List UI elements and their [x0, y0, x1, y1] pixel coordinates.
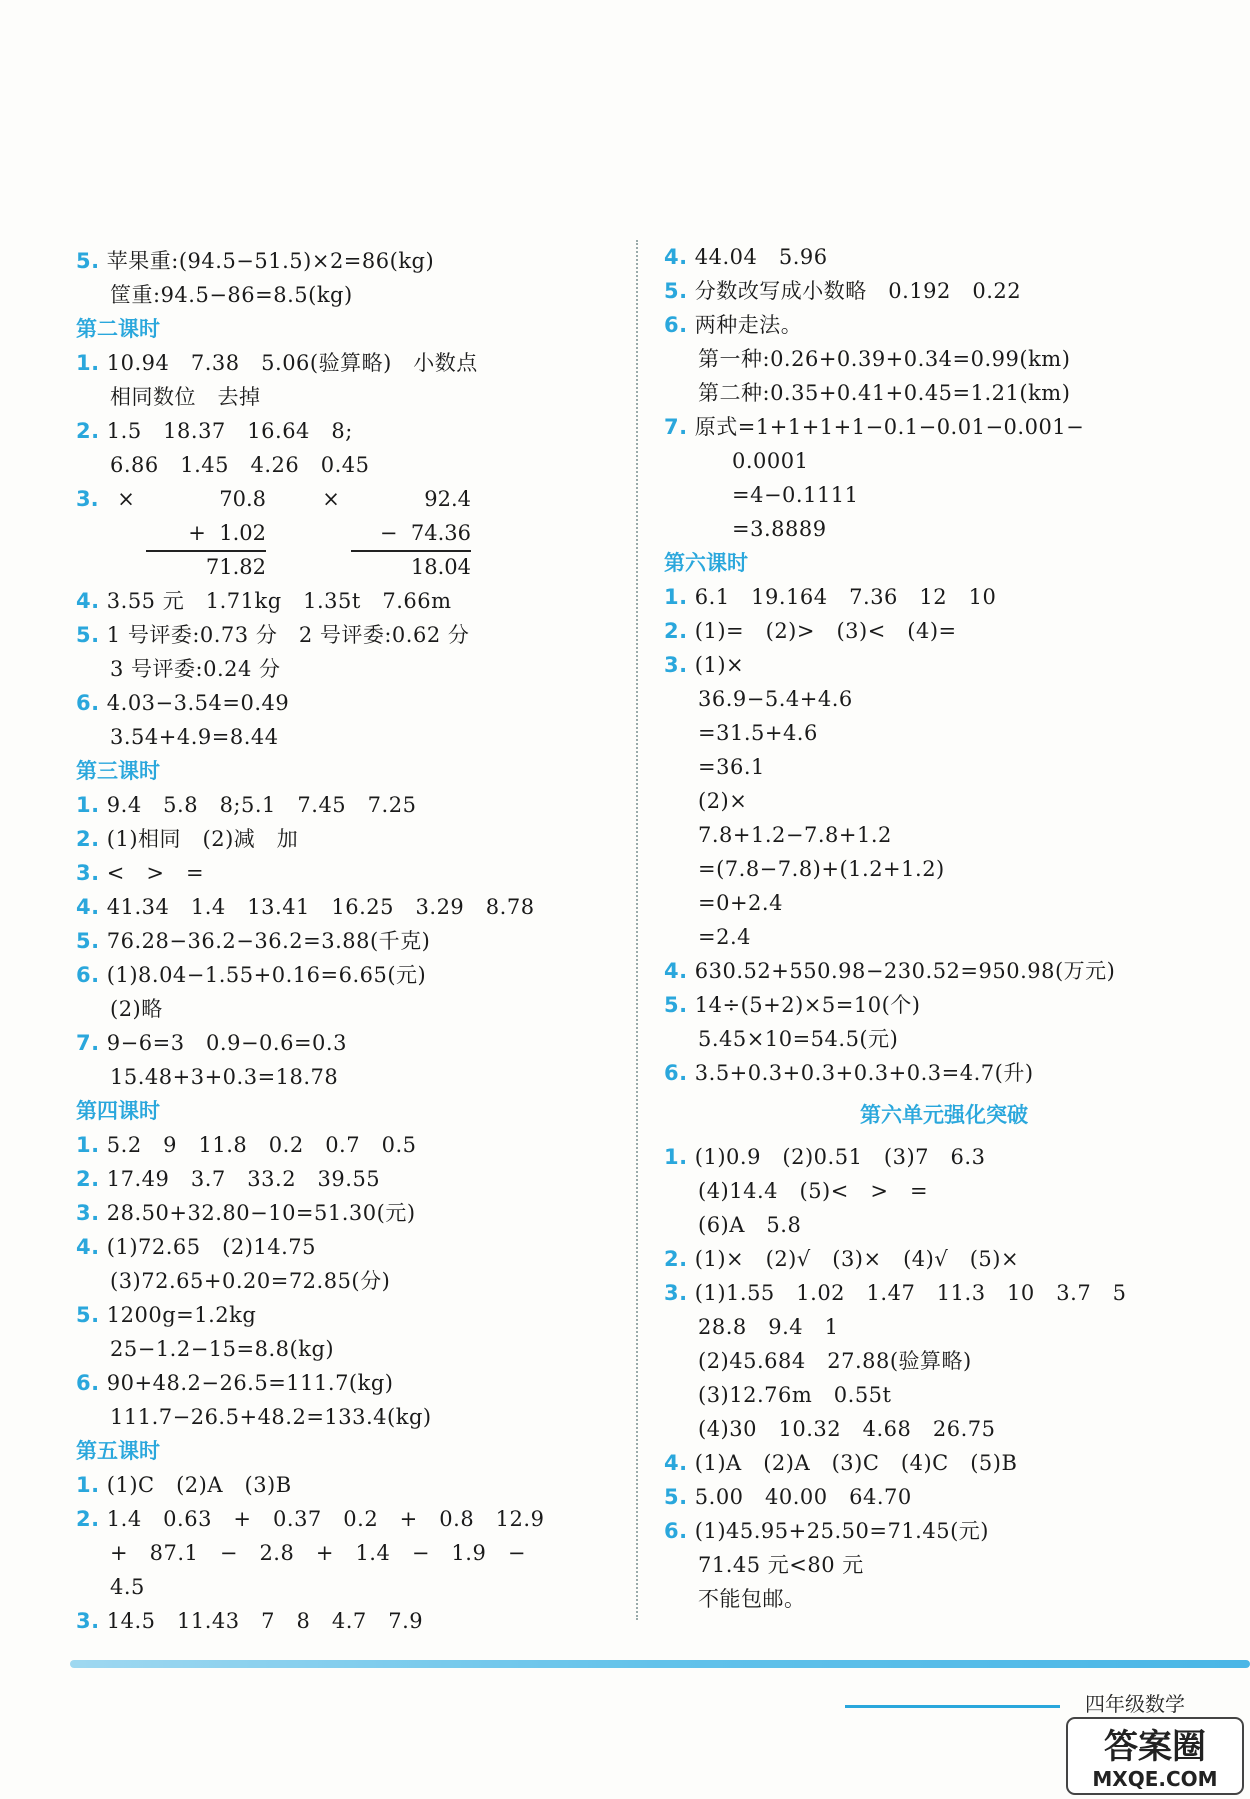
answer-line: 2. 1.4 0.63 + 0.37 0.2 + 0.8 12.9	[76, 1507, 545, 1531]
column-divider	[636, 240, 638, 1620]
answer-line: 1. (1)0.9 (2)0.51 (3)7 6.3	[664, 1145, 986, 1169]
svg-text:答案圈: 答案圈	[1104, 1727, 1206, 1767]
answer-line: =31.5+4.6	[698, 721, 818, 745]
answer-line: 71.45 元<80 元	[698, 1553, 864, 1577]
answer-line: 5. 14÷(5+2)×5=10(个)	[664, 993, 921, 1017]
answer-line: =2.4	[698, 925, 751, 949]
answer-line: 7. 原式=1+1+1+1−0.1−0.01−0.001−	[664, 415, 1085, 439]
answer-line: 4. 3.55 元 1.71kg 1.35t 7.66m	[76, 589, 452, 613]
footer-rule	[845, 1705, 1060, 1708]
answer-line: (2)略	[110, 997, 163, 1021]
answer-line: 4. 41.34 1.4 13.41 16.25 3.29 8.78	[76, 895, 535, 919]
answer-line: 4. (1)A (2)A (3)C (4)C (5)B	[664, 1451, 1018, 1475]
answer-line: 5. 5.00 40.00 64.70	[664, 1485, 912, 1509]
answer-line: 不能包邮。	[698, 1587, 806, 1611]
svg-text:MXQE.COM: MXQE.COM	[1092, 1767, 1218, 1791]
right-column	[664, 240, 1224, 1616]
answer-line: 36.9−5.4+4.6	[698, 687, 853, 711]
answer-line: 6. 两种走法。	[664, 313, 803, 337]
unit-heading: 第六单元强化突破	[860, 1103, 1028, 1127]
answer-line: 相同数位 去掉	[110, 385, 261, 409]
answer-line: 2. (1)= (2)> (3)< (4)=	[664, 619, 957, 643]
answer-line: 5.45×10=54.5(元)	[698, 1027, 899, 1051]
answer-line: 3. 14.5 11.43 7 8 4.7 7.9	[76, 1609, 424, 1633]
answer-line: =4−0.1111	[732, 483, 859, 507]
answer-line: (2)×	[698, 789, 748, 813]
answer-line: 4. (1)72.65 (2)14.75	[76, 1235, 317, 1259]
answer-line: (4)14.4 (5)< > =	[698, 1179, 929, 1203]
answer-line: 6. 4.03−3.54=0.49	[76, 691, 290, 715]
vertical-subtraction: 92.4 − 74.36 18.04	[351, 482, 471, 586]
answer-line: (2)45.684 27.88(验算略)	[698, 1349, 972, 1373]
section-heading: 第四课时	[76, 1099, 160, 1123]
bottom-decorative-band	[70, 1660, 1250, 1668]
answer-line: 2. (1)相同 (2)减 加	[76, 827, 299, 851]
answer-line: 15.48+3+0.3=18.78	[110, 1065, 339, 1089]
answer-line: 6. 3.5+0.3+0.3+0.3+0.3=4.7(升)	[664, 1061, 1034, 1085]
section-heading: 第五课时	[76, 1439, 160, 1463]
answer-line: 1. 5.2 9 11.8 0.2 0.7 0.5	[76, 1133, 417, 1157]
left-column	[76, 244, 636, 1638]
answer-line: (6)A 5.8	[698, 1213, 802, 1237]
answer-line: 111.7−26.5+48.2=133.4(kg)	[110, 1405, 432, 1429]
answer-line: 7. 9−6=3 0.9−0.6=0.3	[76, 1031, 347, 1055]
answer-line: (3)12.76m 0.55t	[698, 1383, 892, 1407]
section-heading: 第六课时	[664, 551, 748, 575]
section-heading: 第二课时	[76, 317, 160, 341]
answer-line: 6. 90+48.2−26.5=111.7(kg)	[76, 1371, 394, 1395]
answer-line: 筐重:94.5−86=8.5(kg)	[110, 283, 353, 307]
answer-line: 0.0001	[732, 449, 809, 473]
answer-line: 3 号评委:0.24 分	[110, 657, 281, 681]
answer-line: 3. (1)1.55 1.02 1.47 11.3 10 3.7 5	[664, 1281, 1127, 1305]
answer-line: 28.8 9.4 1	[698, 1315, 839, 1339]
answer-line: 25−1.2−15=8.8(kg)	[110, 1337, 335, 1361]
answer-line: (4)30 10.32 4.68 26.75	[698, 1417, 996, 1441]
answer-line: 5. 苹果重:(94.5−51.5)×2=86(kg)	[76, 249, 435, 273]
answer-line: 6.86 1.45 4.26 0.45	[110, 453, 370, 477]
answer-line: 6. (1)45.95+25.50=71.45(元)	[664, 1519, 989, 1543]
answer-line: 3. < > =	[76, 861, 205, 885]
answer-line: =36.1	[698, 755, 765, 779]
answer-line: 1. 6.1 19.164 7.36 12 10	[664, 585, 997, 609]
answer-line: 2. 1.5 18.37 16.64 8;	[76, 419, 353, 443]
watermark-logo-icon	[1065, 1716, 1245, 1796]
answer-line: 5. 1200g=1.2kg	[76, 1303, 257, 1327]
answer-line: 5. 76.28−36.2−36.2=3.88(千克)	[76, 929, 431, 953]
answer-line: 1. (1)C (2)A (3)B	[76, 1473, 292, 1497]
vertical-calculation-group: 3. × 70.8 + 1.02 71.82 × 92.4 − 74.36 18.04	[76, 482, 636, 584]
answer-line: 4. 44.04 5.96	[664, 245, 828, 269]
answer-line: 4. 630.52+550.98−230.52=950.98(万元)	[664, 959, 1116, 983]
footer-grade-label: 四年级数学	[1085, 1692, 1185, 1716]
answer-line: 第一种:0.26+0.39+0.34=0.99(km)	[698, 347, 1071, 371]
answer-line: 2. (1)× (2)√ (3)× (4)√ (5)×	[664, 1247, 1020, 1271]
answer-line: 6. (1)8.04−1.55+0.16=6.65(元)	[76, 963, 427, 987]
answer-line: + 87.1 − 2.8 + 1.4 − 1.9 −	[110, 1541, 526, 1565]
answer-line: =3.8889	[732, 517, 827, 541]
answer-line: 第二种:0.35+0.41+0.45=1.21(km)	[698, 381, 1071, 405]
answer-line: (3)72.65+0.20=72.85(分)	[110, 1269, 391, 1293]
answer-line: =(7.8−7.8)+(1.2+1.2)	[698, 857, 945, 881]
section-heading: 第三课时	[76, 759, 160, 783]
answer-line: 3.54+4.9=8.44	[110, 725, 279, 749]
answer-line: 1. 10.94 7.38 5.06(验算略) 小数点	[76, 351, 478, 375]
answer-line: 5. 分数改写成小数略 0.192 0.22	[664, 279, 1022, 303]
answer-line: 3. 28.50+32.80−10=51.30(元)	[76, 1201, 416, 1225]
answer-line: =0+2.4	[698, 891, 783, 915]
answer-line: 4.5	[110, 1575, 145, 1599]
answer-line: 7.8+1.2−7.8+1.2	[698, 823, 892, 847]
answer-line: 5. 1 号评委:0.73 分 2 号评委:0.62 分	[76, 623, 470, 647]
answer-line: 3. (1)×	[664, 653, 745, 677]
answer-line: 2. 17.49 3.7 33.2 39.55	[76, 1167, 381, 1191]
vertical-addition: 70.8 + 1.02 71.82	[146, 482, 266, 586]
answer-line: 1. 9.4 5.8 8;5.1 7.45 7.25	[76, 793, 417, 817]
